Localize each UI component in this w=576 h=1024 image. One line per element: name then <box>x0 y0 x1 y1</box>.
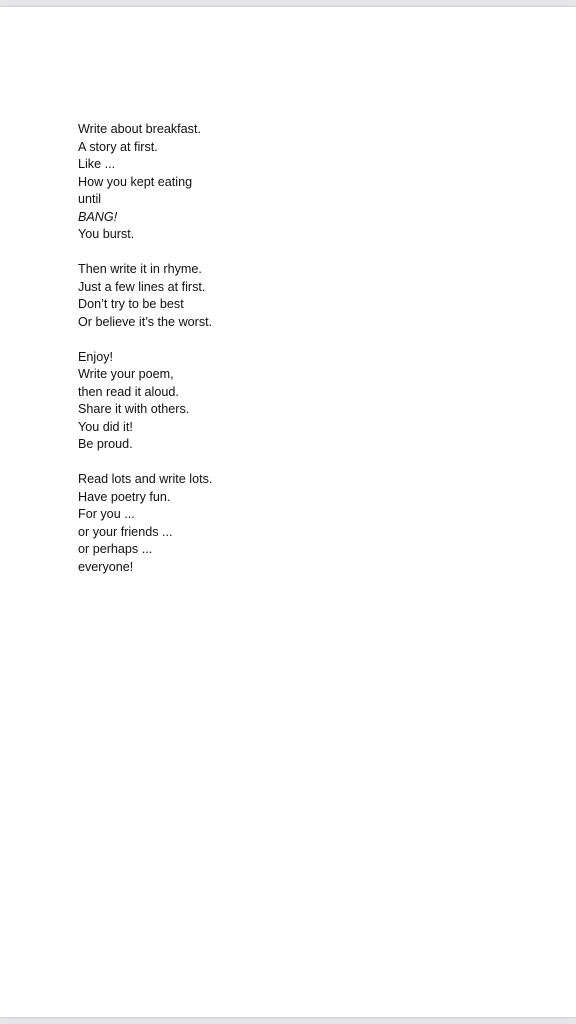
stanza-2 <box>78 261 212 331</box>
poem-line: Write your poem, <box>78 367 174 381</box>
poem-line: A story at first. <box>78 139 158 154</box>
poem-line-emphasis: BANG! <box>78 209 118 224</box>
poem-line: Don’t try to be best <box>78 297 184 311</box>
poem-line: How you kept eating <box>78 174 193 189</box>
poem-line: until <box>78 192 102 206</box>
poem-line: You did it! <box>78 419 133 434</box>
poem-text <box>78 121 212 594</box>
poem-line: Or believe it’s the worst. <box>78 314 213 329</box>
poem-line: You burst. <box>78 227 135 241</box>
poem-line: Write about breakfast. <box>78 122 201 136</box>
poem-line: Like ... <box>78 157 116 171</box>
poem-line: Share it with others. <box>78 402 190 416</box>
stanza-3 <box>78 349 212 454</box>
poem-line: then read it aloud. <box>78 384 179 399</box>
poem-line: Have poetry fun. <box>78 489 171 504</box>
poem-line: Read lots and write lots. <box>78 472 213 486</box>
stanza-1 <box>78 121 212 244</box>
poem-line: everyone! <box>78 559 134 574</box>
document-page <box>0 7 576 1017</box>
poem-line: Be proud. <box>78 437 133 451</box>
poem-line: or perhaps ... <box>78 542 153 556</box>
poem-line: Enjoy! <box>78 349 114 364</box>
poem-line: Just a few lines at first. <box>78 279 206 294</box>
poem-line: Then write it in rhyme. <box>78 262 202 276</box>
stanza-4 <box>78 471 212 576</box>
poem-line: or your friends ... <box>78 524 173 539</box>
poem-line: For you ... <box>78 507 135 521</box>
